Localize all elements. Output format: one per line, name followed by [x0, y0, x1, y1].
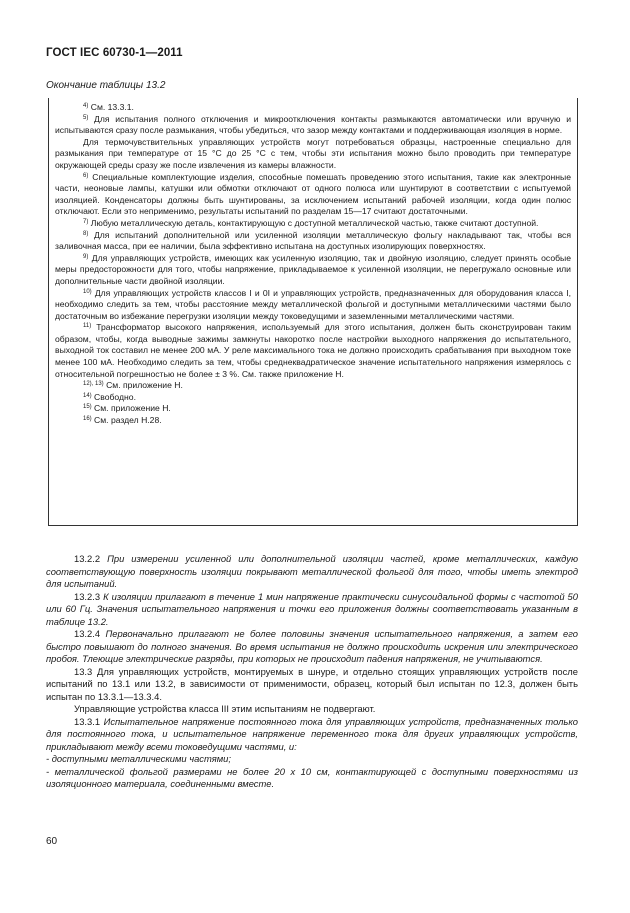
clause-13-2-2: 13.2.2 При измерении усиленной или дополнительной изоляции частей, кроме металлических, каждую соответствующую поверхность изоляции покрывают металлической фольгой для того, чтобы иметь электрод для испытаний. — [46, 553, 578, 589]
clause-13-3: 13.3 Для управляющих устройств, монтируемых в шнуре, и отдельно стоящих управляющих устройств после испытаний по 13.1 или 13.2, в зависимости от применимости, образец, который был испытан по 12.3, должен быть испытан по 13.3.1—13.3.4. — [46, 665, 578, 702]
note-12-13: $^{12), 13)}$ См. приложение Н. — [83, 380, 183, 391]
clause-13-3-1: 13.3.1 Испытательное напряжение постоянного тока для управляющих устройств, предназначенных только для постоянного тока, и испытательное напряжение переменного тока для других управляющих устройств, прикладывают между всеми токоведущими частями, и: — [46, 715, 578, 752]
body-text — [46, 553, 578, 791]
note-8: $^{8)}$ Для испытаний дополнительной или усиленной изоляции металлическую фольгу накладывают так, чтобы вся заливочная масса, при ее наличии, была эффективно испытана на доступных изолирующих поверхностях. — [55, 229, 571, 252]
note-11: $^{11)}$ Трансформатор высокого напряжения, используемый для этого испытания, должен быть сконструирован таким образом, чтобы, когда выводные зажимы замкнуты накоротко после настройки выходного напряжения до испытательного, выходной ток составил не менее 200 мА. У реле максимального тока не должно происходить срабатывания при выходном токе менее 100 мА. Необходимо следить за тем, чтобы среднеквадратическое значение испытательного напряжения измерялось с относительной погрешностью не более ± 3 %. См. также приложение Н. — [55, 322, 571, 379]
table-notes-box — [48, 98, 578, 526]
note-5-continued: Для термочувствительных управляющих устройств могут потребоваться образцы, настроенные специально для размыкания при температуре от 15 °С до 25 °С с тем, чтобы эти испытания можно было проводить при температуре окружающей среды сразу же после извлечения из камеры влажности. — [55, 136, 571, 170]
clause-13-2-3: 13.2.3 К изоляции прилагают в течение 1 мин напряжение практически синусоидальной формы с частотой 50 или 60 Гц. Значения испытательного напряжения и точки его приложения должны соответствовать указанным в таблице 13.2. — [46, 590, 578, 627]
note-15: $^{15)}$ См. приложение Н. — [83, 403, 171, 414]
note-16: $^{16)}$ См. раздел Н.28. — [83, 415, 162, 426]
standard-header: ГОСТ IEC 60730-1—2011 — [46, 47, 183, 59]
clause-13-3-1-item-1: - доступными металлическими частями; — [46, 753, 231, 764]
page-number: 60 — [46, 836, 58, 847]
note-6: $^{6)}$ Специальные комплектующие изделия, способные помешать проведению этого испытания, такие как электронные части, неоновые лампы, катушки или обмотки отключают от одного полюса или шунтируют в соответствии с испытуемой изоляцией. Конденсаторы должны быть шунтированы, за исключением испытаний рабочей изоляции, когда один полюс отключают. Если это неприменимо, результаты испытаний по разделам 15—17 считают достаточными. — [55, 171, 571, 217]
clause-13-3-1-item-2: - металлической фольгой размерами не более 20 х 10 см, контактирующей с доступными поверхностями из изоляционного материала, соединенными вместе. — [46, 765, 578, 789]
note-14: $^{14)}$ Свободно. — [83, 391, 136, 402]
clause-13-2-4: 13.2.4 Первоначально прилагают не более половины значения испытательного напряжения, а затем его быстро повышают до полного значения. Во время испытания не должно происходить искрения или электрического пробоя. Тлеющие электрические разряды, при которых не происходит падения напряжения, не учитываются. — [46, 628, 578, 664]
note-5: $^{5)}$ Для испытания полного отключения и микроотключения контакты размыкаются автоматически или вручную и испытываются сразу после размыкания, чтобы убедиться, что зазор между контактами и поддерживающая изоляция в норме. — [55, 113, 571, 136]
table-caption: Окончание таблицы 13.2 — [46, 80, 166, 91]
note-9: $^{9)}$ Для управляющих устройств, имеющих как усиленную изоляцию, так и двойную изоляцию, следует принять особые меры предосторожности для того, чтобы напряжение, прикладываемое к усиленной изоляции, не перегружало основные или дополнительные части двойной изоляции. — [55, 252, 571, 286]
note-7: $^{7)}$ Любую металлическую деталь, контактирующую с доступной металлической частью, также считают доступной. — [83, 217, 539, 228]
clause-13-3-note: Управляющие устройства класса III этим испытаниям не подвергают. — [74, 703, 376, 714]
note-4: $^{4)}$ См. 13.3.1. — [83, 102, 134, 112]
note-10: $^{10)}$ Для управляющих устройств классов I и 0I и управляющих устройств, предназначенных для оборудования класса I, необходимо следить за тем, чтобы расстояние между металлической фольгой и доступными металлическими частями было достаточным во избежание перегрузки изоляции между токоведущими и заземленными металлическими частями. — [55, 287, 571, 321]
